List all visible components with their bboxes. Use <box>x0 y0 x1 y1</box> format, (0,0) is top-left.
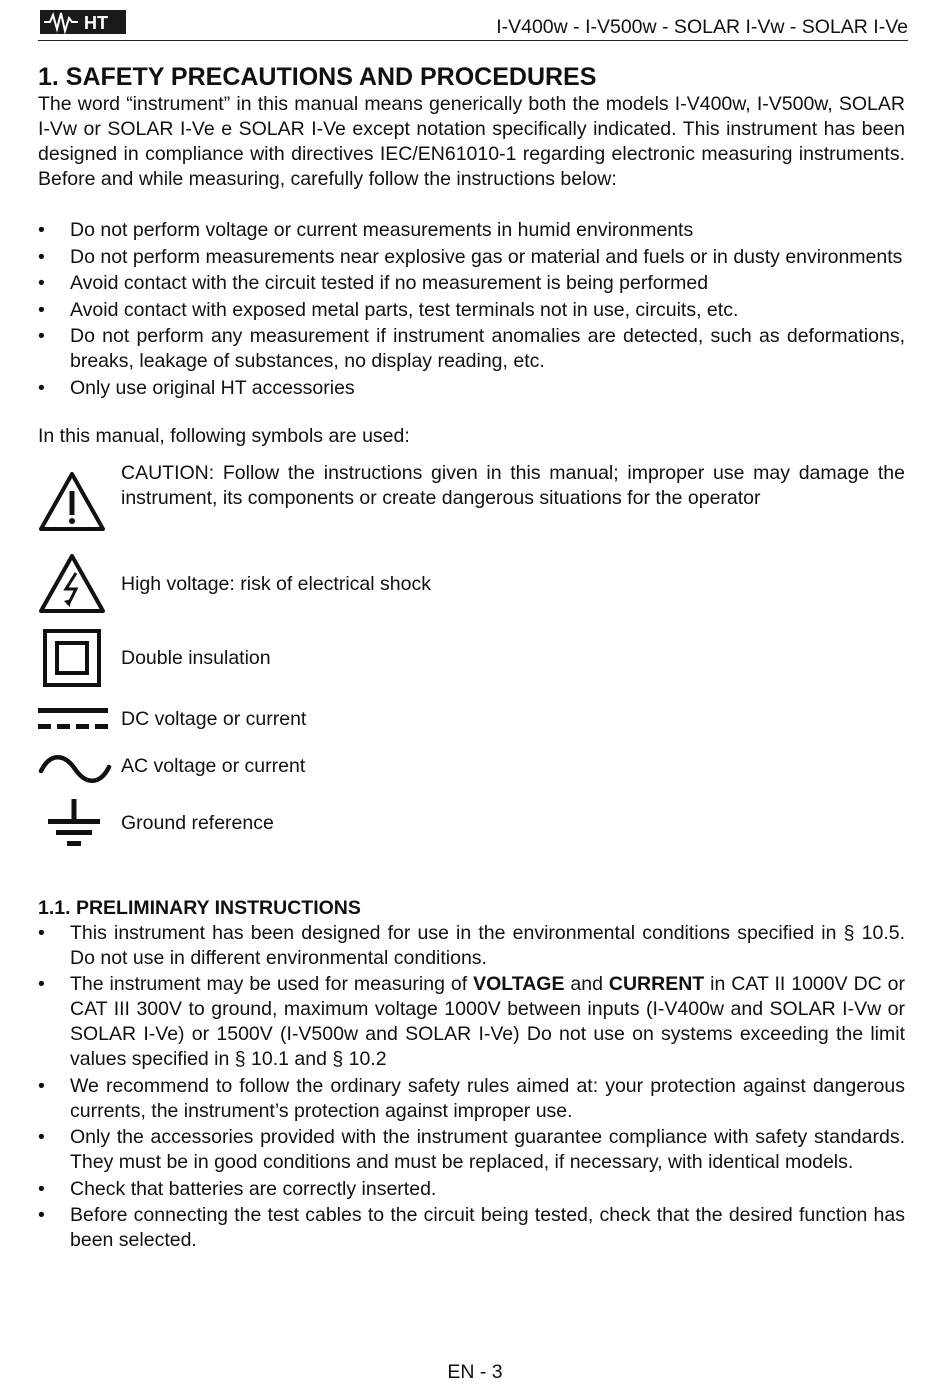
current-bold: CURRENT <box>608 973 705 995</box>
list-item: • Do not perform any measurement if instrument anomalies are detected, such as deformations, breaks, leakage of substances, no display reading, etc. <box>38 325 905 372</box>
list-item: • Check that batteries are correctly inserted. <box>38 1177 437 1200</box>
voltage-bold: VOLTAGE <box>473 973 565 995</box>
bullet-icon: • <box>38 272 45 294</box>
dc-icon <box>38 705 108 735</box>
symbol-text: Double insulation <box>121 646 271 669</box>
bullet-icon: • <box>38 1126 45 1148</box>
list-item: • Do not perform measurements near explosive gas or material and fuels or in dusty environments <box>38 245 903 268</box>
list-item: • Avoid contact with exposed metal parts, test terminals not in use, circuits, etc. <box>38 298 739 321</box>
high-voltage-icon <box>38 553 106 615</box>
symbol-row-ac <box>38 751 905 791</box>
list-item: • Do not perform voltage or current measurements in humid environments <box>38 219 694 241</box>
symbol-row-double-insulation <box>38 627 905 689</box>
list-item: • Avoid contact with the circuit tested if no measurement is being performed <box>38 272 709 294</box>
intro-paragraph: The word “instrument” in this manual means generically both the models I-V400w, I-V500w, SOLAR I-Vw or SOLAR I-Ve e SOLAR I-Ve except notation specifically indicated. This instrument has been designed in compliance with directives IEC/EN61010-1 regarding electronic measuring instruments. Before and while measuring, carefully follow the instructions below: <box>38 93 905 190</box>
bullet-icon: • <box>38 245 45 268</box>
symbol-text: CAUTION: Follow the instructions given in this manual; improper use may damage the instrument, its components or create dangerous situations for the operator <box>121 461 905 509</box>
page-header <box>38 6 908 41</box>
symbol-text: DC voltage or current <box>121 707 307 730</box>
section-heading: 1. SAFETY PRECAUTIONS AND PROCEDURES <box>38 63 597 91</box>
double-insulation-icon <box>43 629 101 687</box>
bullet-icon: • <box>38 973 45 995</box>
safety-bullet-list <box>38 218 905 401</box>
symbol-row-dc <box>38 705 905 741</box>
bullet-icon: • <box>38 1204 45 1226</box>
page-content <box>38 62 905 1255</box>
list-item: • Only the accessories provided with the instrument guarantee compliance with safety standards. They must be in good conditions and must be replaced, if necessary, with identical models. <box>38 1126 905 1173</box>
list-item: • Only use original HT accessories <box>38 376 355 399</box>
ac-icon <box>38 751 112 787</box>
bullet-icon: • <box>38 1177 45 1200</box>
bullet-icon: • <box>38 376 45 399</box>
symbols-list <box>38 461 905 871</box>
ht-logo <box>40 10 126 36</box>
list-item: • We recommend to follow the ordinary safety rules aimed at: your protection against dangerous currents, the instrument’s protection against improper use. <box>38 1074 905 1122</box>
subsection-heading: 1.1. PRELIMINARY INSTRUCTIONS <box>38 896 361 919</box>
header-title: I-V400w - I-V500w - SOLAR I-Vw - SOLAR I-Ve <box>496 16 908 38</box>
ground-icon <box>46 797 102 851</box>
bullet-icon: • <box>38 1074 45 1097</box>
bullet-icon: • <box>38 219 45 241</box>
bullet-icon: • <box>38 298 45 321</box>
symbol-row-high-voltage <box>38 553 905 623</box>
list-item: • Before connecting the test cables to the circuit being tested, check that the desired function has been selected. <box>38 1204 905 1251</box>
bullet-icon: • <box>38 921 45 944</box>
caution-triangle-icon <box>38 471 106 533</box>
page-number: EN - 3 <box>447 1361 503 1383</box>
symbol-text: Ground reference <box>121 811 274 834</box>
symbols-intro: In this manual, following symbols are used: <box>38 424 410 447</box>
bullet-icon: • <box>38 325 45 347</box>
symbol-text: High voltage: risk of electrical shock <box>121 572 431 595</box>
list-item: • The instrument may be used for measuring of VOLTAGE and CURRENT in CAT II 1000V DC or CAT III 300V to ground, maximum voltage 1000V between inputs (I-V400w and SOLAR I-Vw or SOLAR I-Ve) or 1500V (I-V500w and SOLAR I-Ve) Do not use on systems exceeding the limit values specified in § 10.1 and § 10.2 <box>38 973 906 1070</box>
symbol-text: AC voltage or current <box>121 754 306 777</box>
logo-text: HT <box>84 13 108 33</box>
list-item: • This instrument has been designed for use in the environmental conditions specified in § 10.5. Do not use in different environmental conditions. <box>38 921 905 969</box>
symbol-row-ground <box>38 797 905 857</box>
symbol-row-caution <box>38 461 905 541</box>
preliminary-bullet-list <box>38 921 905 1254</box>
